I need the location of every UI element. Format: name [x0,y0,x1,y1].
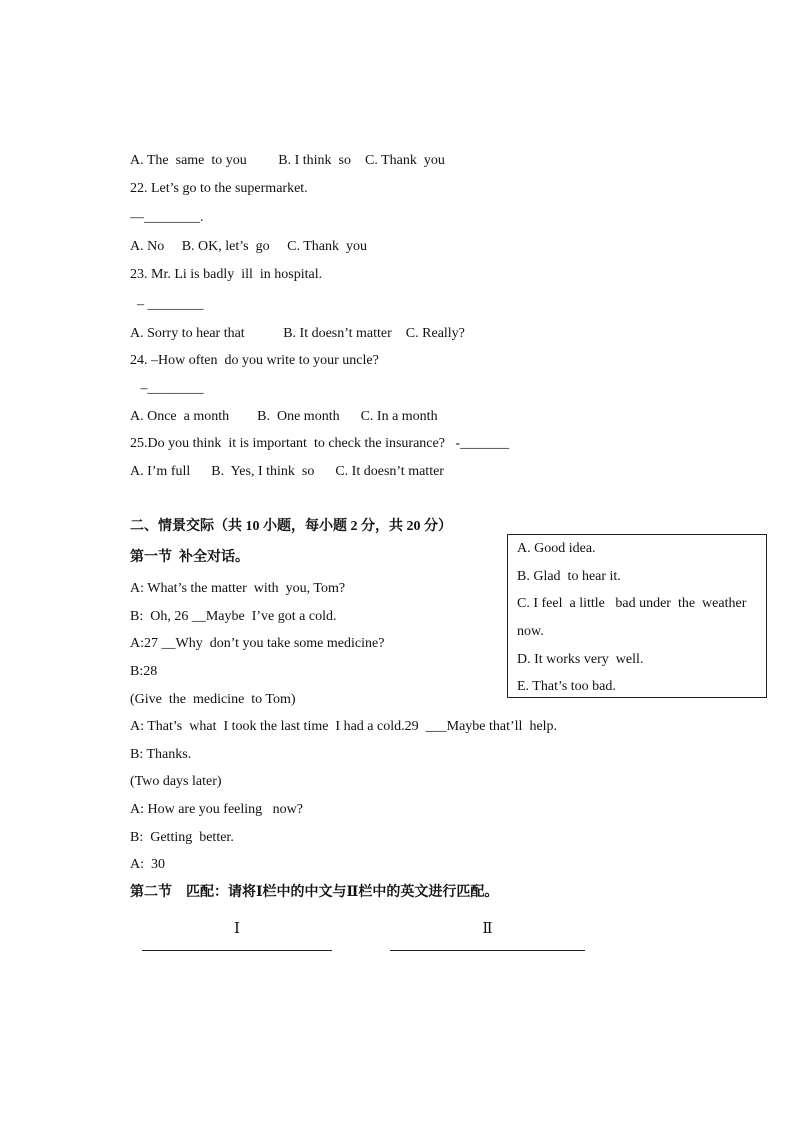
question-24-reply: –________ [130,381,204,396]
options-box [507,534,767,698]
part-1-title: 第一节 补全对话。 [130,550,249,565]
option-e: E. That’s too bad. [517,679,616,694]
q22-options: A. No B. OK, let’s go C. Thank you [130,239,367,254]
column-2-header: Ⅱ [482,921,493,937]
q23-options: A. Sorry to hear that B. It doesn’t matter C. Really? [130,326,465,341]
q24-options: A. Once a month B. One month C. In a month [130,409,438,424]
option-b: B. Glad to hear it. [517,569,621,584]
dialogue-line-6: A: That’s what I took the last time I had a cold.29 ___Maybe that’ll help. [130,719,558,734]
question-24: 24. –How often do you write to your uncle? [130,353,379,368]
option-a: A. Good idea. [517,541,596,556]
dialogue-line-1: A: What’s the matter with you, Tom? [130,581,346,596]
dialogue-line-11: A: 30 [130,857,165,872]
dialogue-line-2: B: Oh, 26 __Maybe I’ve got a cold. [130,609,337,624]
column-1-header: Ⅰ [234,921,240,937]
option-c-continued: now. [517,624,544,639]
part-2-title: 第二节 匹配：请将Ⅰ栏中的中文与Ⅱ栏中的英文进行匹配。 [130,885,499,900]
column-2-rule [390,950,585,951]
question-22-reply: —________. [130,210,204,225]
dialogue-line-7: B: Thanks. [130,747,192,762]
section-2-title: 二、情景交际（共 10 小题，每小题 2 分，共 20 分） [130,519,452,534]
column-1-rule [142,950,332,951]
question-23: 23. Mr. Li is badly ill in hospital. [130,267,323,282]
q21-options: A. The same to you B. I think so C. Thank you [130,153,445,168]
question-25: 25.Do you think it is important to check the insurance? -_______ [130,436,510,451]
dialogue-line-4: B:28 [130,664,158,679]
dialogue-line-10: B: Getting better. [130,830,234,845]
dialogue-line-8: (Two days later) [130,774,222,789]
question-23-reply: – ________ [130,297,204,312]
dialogue-line-3: A:27 __Why don’t you take some medicine? [130,636,385,651]
option-d: D. It works very well. [517,652,644,667]
dialogue-line-5: (Give the medicine to Tom) [130,692,296,707]
q25-options: A. I’m full B. Yes, I think so C. It doesn’t matter [130,464,444,479]
dialogue-line-9: A: How are you feeling now? [130,802,304,817]
option-c: C. I feel a little bad under the weather [517,596,747,611]
question-22: 22. Let’s go to the supermarket. [130,181,308,196]
